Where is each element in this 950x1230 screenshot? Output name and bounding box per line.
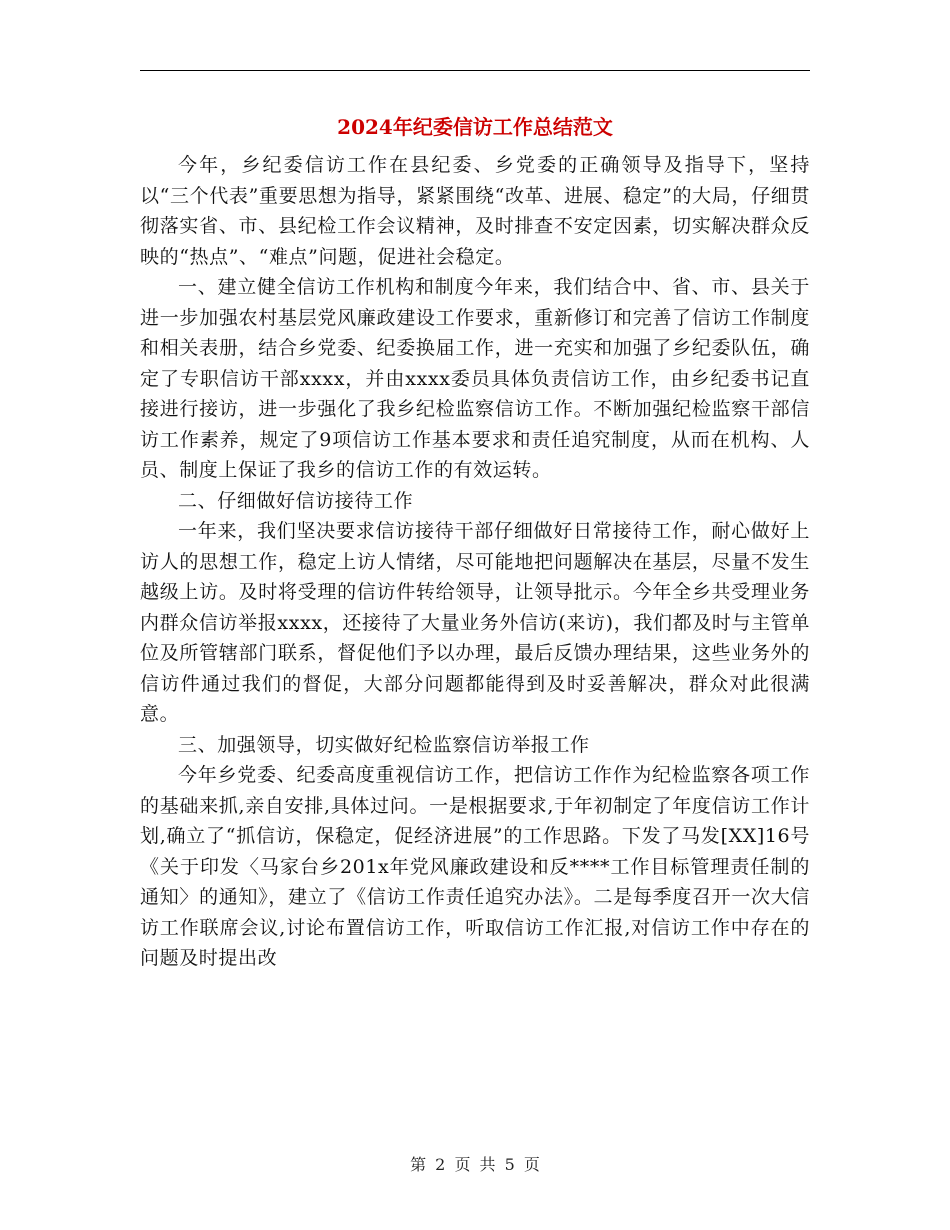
header-rule xyxy=(140,70,810,71)
document-title: 2024年纪委信访工作总结范文 xyxy=(337,115,613,139)
paragraph-section-two: 一年来，我们坚决要求信访接待干部仔细做好日常接待工作，耐心做好上访人的思想工作，稳定上访人情绪，尽可能地把问题解决在基层，尽量不发生越级上访。及时将受理的信访件转给领导，让领导批示。今年全乡共受理业务内群众信访举报xxxx，还接待了大量业务外信访(来访)，我们都及时与主管单位及所管辖部门联系，督促他们予以办理，最后反馈办理结果，这些业务外的信访件通过我们的督促，大部分问题都能得到及时妥善解决，群众对此很满意。 xyxy=(140,520,810,725)
paragraph-intro: 今年，乡纪委信访工作在县纪委、乡党委的正确领导及指导下，坚持以“三个代表”重要思想为指导，紧紧围绕“改革、进展、稳定”的大局，仔细贯彻落实省、市、县纪检工作会议精神，及时排查不安定因素，切实解决群众反映的“热点”、“难点”问题，促进社会稳定。 xyxy=(140,154,810,268)
document-body xyxy=(140,150,810,974)
heading-section-two: 二、仔细做好信访接待工作 xyxy=(178,489,414,512)
heading-section-three: 三、加强领导，切实做好纪检监察信访举报工作 xyxy=(178,733,590,756)
page-number: 第 2 页 共 5 页 xyxy=(410,1155,540,1174)
paragraph-section-one: 一、建立健全信访工作机构和制度今年来，我们结合中、省、市、县关于进一步加强农村基层党风廉政建设工作要求，重新修订和完善了信访工作制度和相关表册，结合乡党委、纪委换届工作，进一充实和加强了乡纪委队伍，确定了专职信访干部xxxx，并由xxxx委员具体负责信访工作，由乡纪委书记直接进行接访，进一步强化了我乡纪检监察信访工作。不断加强纪检监察干部信访工作素养，规定了9项信访工作基本要求和责任追究制度，从而在机构、人员、制度上保证了我乡的信访工作的有效运转。 xyxy=(140,276,810,481)
paragraph-section-three: 今年乡党委、纪委高度重视信访工作，把信访工作作为纪检监察各项工作的基础来抓,亲自安排,具体过问。一是根据要求,于年初制定了年度信访工作计划,确立了“抓信访，保稳定，促经济进展”的工作思路。下发了马发[XX]16号《关于印发〈马家台乡201x年党风廉政建设和反****工作目标管理责任制的通知〉的通知》，建立了《信访工作责任追究办法》。二是每季度召开一次大信访工作联席会议,讨论布置信访工作，听取信访工作汇报,对信访工作中存在的问题及时提出改 xyxy=(140,764,810,969)
